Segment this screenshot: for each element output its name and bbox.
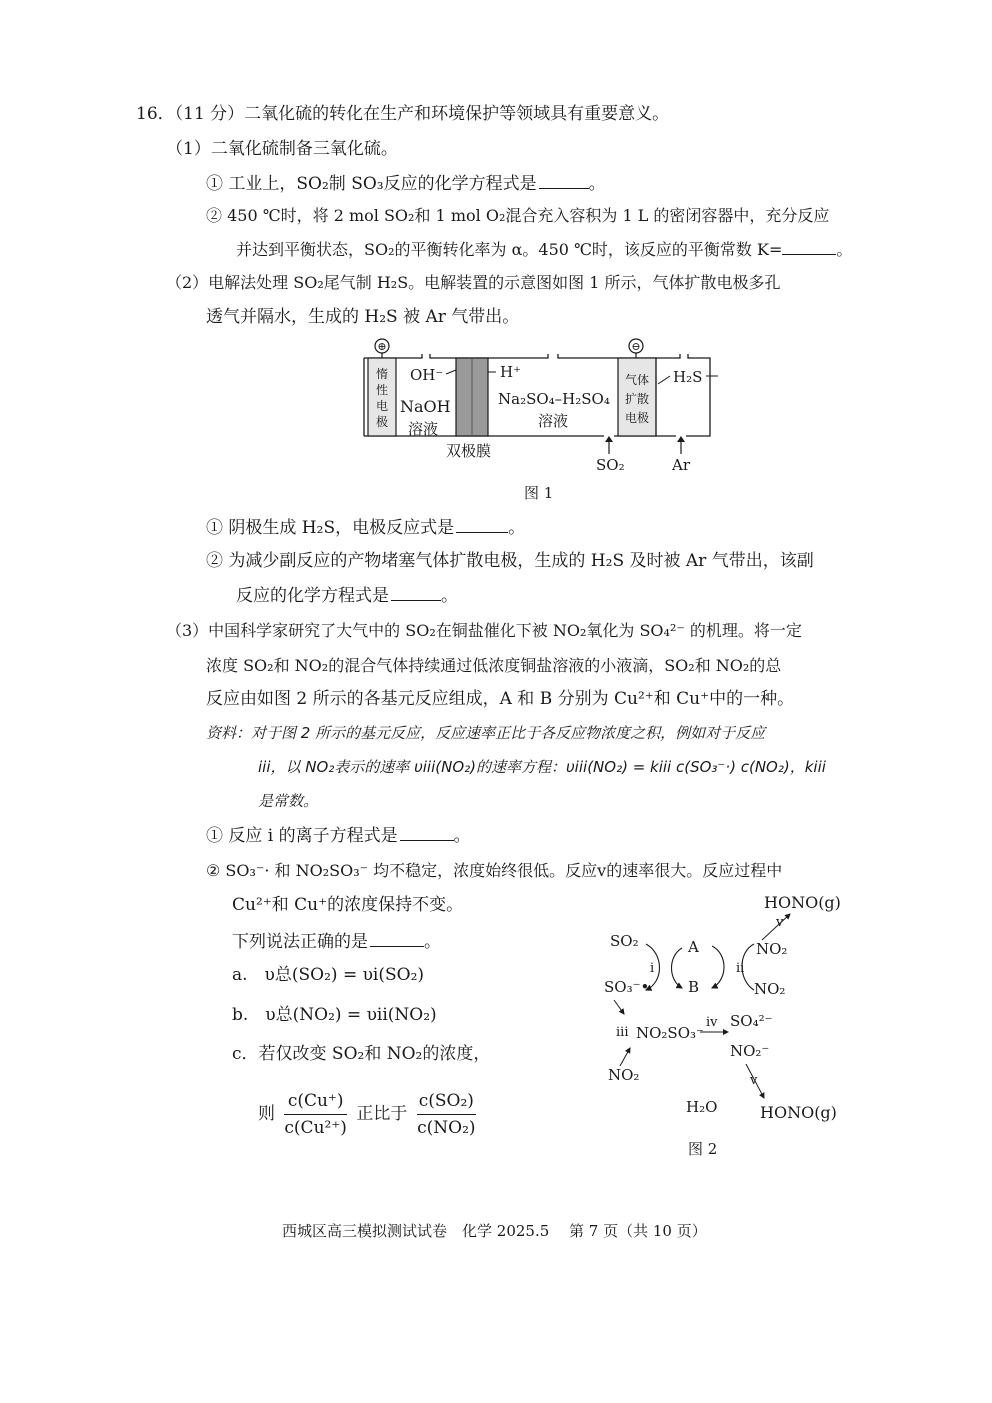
svg-text:电极: 电极 (624, 411, 650, 425)
part2-item1: ① 阴极生成 H₂S，电极反应式是 。 (206, 518, 526, 538)
svg-text:扩散: 扩散 (624, 392, 650, 406)
svg-text:NO₂⁻: NO₂⁻ (730, 1042, 770, 1060)
note-line1: 资料：对于图 2 所示的基元反应，反应速率正比于各反应物浓度之积，例如对于反应 (206, 724, 766, 742)
answer-blank[interactable] (782, 238, 836, 255)
part3-line3: 反应由如图 2 所示的各基元反应组成，A 和 B 分别为 Cu²⁺和 Cu⁺中的一种。 (206, 689, 795, 709)
h-plus-label: H⁺ (500, 363, 521, 381)
hono-top-label: HONO(g) (764, 893, 841, 912)
option-c: c．若仅改变 SO₂和 NO₂的浓度， (232, 1044, 491, 1064)
svg-text:i: i (650, 961, 655, 976)
label-A: A (688, 938, 699, 956)
label-B: B (688, 978, 700, 996)
ar-inlet-label: Ar (672, 456, 691, 474)
membrane-label: 双极膜 (446, 442, 492, 460)
svg-text:iii: iii (616, 1025, 629, 1040)
svg-text:NO₂: NO₂ (754, 980, 786, 998)
so2-inlet-label: SO₂ (596, 456, 625, 474)
hono-bottom-label: HONO(g) (760, 1103, 837, 1122)
option-b: b. υ总(NO₂) = υii(NO₂) (232, 1005, 437, 1025)
part3-item2-line3: 下列说法正确的是 。 (232, 932, 441, 952)
naoh-label: NaOH (400, 397, 451, 416)
oh-label: OH⁻ (410, 366, 444, 384)
figure2-caption: 图 2 (688, 1140, 718, 1158)
question-header: 16．（11 分）二氧化硫的转化在生产和环境保护等领域具有重要意义。 (136, 104, 670, 124)
part1-item1: ① 工业上，SO₂制 SO₃反应的化学方程式是 。 (206, 174, 606, 194)
so3-radical-label: SO₃⁻• (604, 978, 650, 996)
part1-title: （1）二氧化硫制备三氧化硫。 (166, 139, 398, 159)
anode-sign: ⊕ (377, 340, 387, 353)
figure1-caption: 图 1 (524, 484, 554, 502)
h2o-label: H₂O (686, 1098, 718, 1116)
svg-text:NO₂: NO₂ (608, 1066, 640, 1084)
answer-blank[interactable] (400, 824, 454, 841)
so2-label: SO₂ (610, 932, 639, 950)
part3-item1: ① 反应 i 的离子方程式是 。 (206, 826, 471, 846)
h2s-label: H₂S (673, 368, 703, 386)
part3-line1: （3）中国科学家研究了大气中的 SO₂在铜盐催化下被 NO₂氧化为 SO₄²⁻ 的机理。将一定 (166, 621, 802, 640)
part2-line2: 透气并隔水，生成的 H₂S 被 Ar 气带出。 (206, 307, 520, 327)
so4-label: SO₄²⁻ (730, 1012, 773, 1030)
part2-line1: （2）电解法处理 SO₂尾气制 H₂S。电解装置的示意图如图 1 所示，气体扩散电极多孔 (166, 273, 781, 292)
svg-text:气体: 气体 (624, 373, 650, 387)
svg-text:溶液: 溶液 (408, 420, 439, 438)
fraction-cu: $\frac{c(Cu^+)}{\text{c(Cu²⁺)}}$ (284, 1091, 347, 1138)
answer-blank[interactable] (391, 584, 441, 601)
page-footer: 西城区高三模拟测试试卷 化学 2025.5 第 7 页（共 10 页） (282, 1222, 707, 1240)
no2so3-label: NO₂SO₃⁻ (636, 1024, 704, 1042)
svg-text:惰: 惰 (375, 367, 389, 381)
note-line2: iii，以 NO₂表示的速率 υiii(NO₂)的速率方程：υiii(NO₂) = kiii c(SO₃⁻·) c(NO₂)，kiii (258, 758, 826, 776)
cathode-sign: ⊖ (631, 340, 641, 353)
svg-text:v: v (750, 1073, 758, 1088)
option-c-formula: 则 $\frac{c(Cu^+)}{\text{c(Cu²⁺)}}$ 正比于 $\frac{\text{c(SO₂)}}{\text{c(NO₂)}}$ (258, 1091, 476, 1138)
option-a: a. υ总(SO₂) = υi(SO₂) (232, 965, 425, 985)
fraction-so2-no2: $\frac{\text{c(SO₂)}}{\text{c(NO₂)}}$ (417, 1091, 476, 1138)
part1-item2-line1: ② 450 ℃时，将 2 mol SO₂和 1 mol O₂混合充入容积为 1 L 的密闭容器中，充分反应 (206, 206, 830, 225)
svg-text:极: 极 (375, 415, 389, 429)
part3-line2: 浓度 SO₂和 NO₂的混合气体持续通过低浓度铜盐溶液的小液滴，SO₂和 NO₂的总 (206, 656, 782, 675)
na2so4-label: Na₂SO₄–H₂SO₄ (498, 390, 610, 408)
part2-item2-line2: 反应的化学方程式是 。 (236, 586, 458, 606)
part1-item2-line2: 并达到平衡状态，SO₂的平衡转化率为 α。450 ℃时，该反应的平衡常数 K= 。 (236, 240, 853, 259)
part3-item2-line2: Cu²⁺和 Cu⁺的浓度保持不变。 (232, 895, 464, 915)
svg-text:ii: ii (736, 961, 745, 976)
answer-blank[interactable] (539, 172, 589, 189)
svg-text:NO₂: NO₂ (756, 940, 788, 958)
svg-text:性: 性 (375, 383, 389, 397)
part3-item2-line1: ② SO₃⁻· 和 NO₂SO₃⁻ 均不稳定，浓度始终很低。反应v的速率很大。反应过程中 (206, 861, 783, 880)
svg-text:v: v (776, 915, 784, 930)
note-line3: 是常数。 (258, 792, 319, 810)
figure2-mechanism-diagram (596, 886, 866, 1136)
svg-text:溶液: 溶液 (538, 412, 569, 430)
answer-blank[interactable] (370, 930, 424, 947)
part2-item2-line1: ② 为减少副反应的产物堵塞气体扩散电极，生成的 H₂S 及时被 Ar 气带出，该副 (206, 551, 814, 571)
svg-text:电: 电 (375, 399, 389, 413)
answer-blank[interactable] (456, 516, 508, 533)
figure1-electrolysis-diagram (360, 336, 730, 476)
svg-text:iv: iv (706, 1015, 718, 1030)
